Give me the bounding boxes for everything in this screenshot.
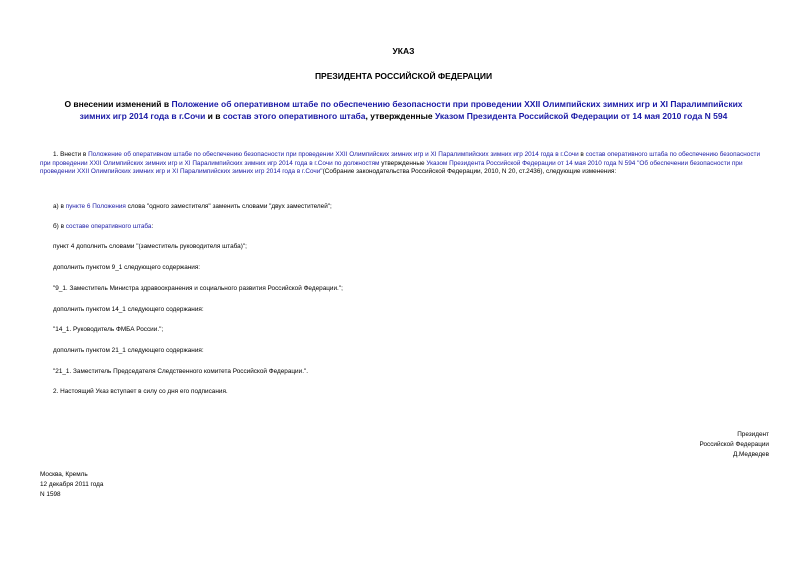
signature-position: Президент	[737, 431, 769, 438]
subtitle-text-3: , утвержденные	[365, 110, 435, 121]
subtitle-text-1: О внесении изменений в	[64, 99, 172, 109]
item-b-prefix: б) в	[53, 223, 66, 230]
paragraph-2: 2. Настоящий Указ вступает в силу со дня его подписания.	[53, 388, 228, 395]
amendment-line-3: "9_1. Заместитель Министра здравоохранения и социального развития Российской Федерации.";	[53, 285, 343, 292]
signature-country: Российской Федерации	[699, 441, 769, 449]
amendment-line-7: "21_1. Заместитель Председателя Следственного комитета Российской Федерации.".	[53, 368, 309, 375]
amendment-line-2: дополнить пунктом 9_1 следующего содержания:	[53, 264, 201, 271]
item-a	[53, 203, 332, 212]
subtitle-link-staff[interactable]: состав этого оперативного штаба	[222, 110, 366, 121]
document-subtitle	[48, 99, 759, 122]
subtitle-link-regulation[interactable]: Положение об оперативном штабе по обеспечению безопасности при проведении XXII Олимпийских зимних игр и XI Паралимпийских зимних игр 2014 года в г.Сочи	[79, 99, 743, 121]
paragraph-1-link-staff[interactable]: состав оперативного штаба по обеспечению безопасности при проведении XXII Олимпийских зимних игр и XI Паралимпийских зимних игр 2014 года в г.Сочи по должностям	[40, 151, 761, 167]
item-a-prefix: а) в	[53, 203, 66, 210]
item-a-link[interactable]: пункте 6 Положения	[65, 203, 126, 210]
issuer-title: ПРЕЗИДЕНТА РОССИЙСКОЙ ФЕДЕРАЦИИ	[314, 71, 493, 81]
place-date-block	[40, 470, 103, 501]
item-a-suffix: слова "одного заместителя" заменить словами "двух заместителей";	[125, 203, 332, 210]
amendment-line-5: "14_1. Руководитель ФМБА России.";	[53, 326, 164, 333]
amendment-line-1: пункт 4 дополнить словами "(заместитель руководителя штаба)";	[53, 243, 247, 250]
document-number: N 1598	[40, 491, 61, 499]
paragraph-1	[40, 151, 770, 177]
signature-block	[700, 430, 770, 461]
paragraph-1-link-regulation[interactable]: Положение об оперативном штабе по обеспечению безопасности при проведении XXII Олимпийских зимних игр и XI Паралимпийских зимних игр 2014 года в г.Сочи	[88, 151, 579, 158]
amendment-line-6: дополнить пунктом 21_1 следующего содержания:	[53, 347, 204, 354]
paragraph-1-link-decree[interactable]: Указом Президента Российской Федерации от 14 мая 2010 года N 594 "Об обеспечении безопасности при проведении XXII Олимпийских зимних игр и XI Паралимпийских зимних игр 2014 года в г.Сочи"	[40, 159, 743, 176]
item-b	[53, 223, 153, 232]
place-city: Москва, Кремль	[40, 471, 88, 478]
paragraph-1-text-1: 1. Внести в	[53, 151, 89, 158]
item-b-link[interactable]: составе оперативного штаба	[65, 223, 152, 230]
place-date: 12 декабря 2011 года	[40, 481, 104, 489]
amendment-line-4: дополнить пунктом 14_1 следующего содержания:	[53, 306, 204, 313]
signature-name: Д.Медведев	[732, 451, 769, 459]
subtitle-link-decree[interactable]: Указом Президента Российской Федерации от 14 мая 2010 года N 594	[434, 110, 728, 121]
item-b-suffix: :	[151, 223, 154, 230]
paragraph-1-text-4: (Собрание законодательства Российской Федерации, 2010, N 20, ст.2436), следующие изменения:	[322, 168, 617, 176]
subtitle-text-2: и в	[205, 110, 223, 121]
paragraph-1-text-2: в	[578, 151, 586, 158]
document-type-title: УКАЗ	[392, 46, 415, 56]
paragraph-1-text-3: утвержденные	[379, 159, 427, 167]
